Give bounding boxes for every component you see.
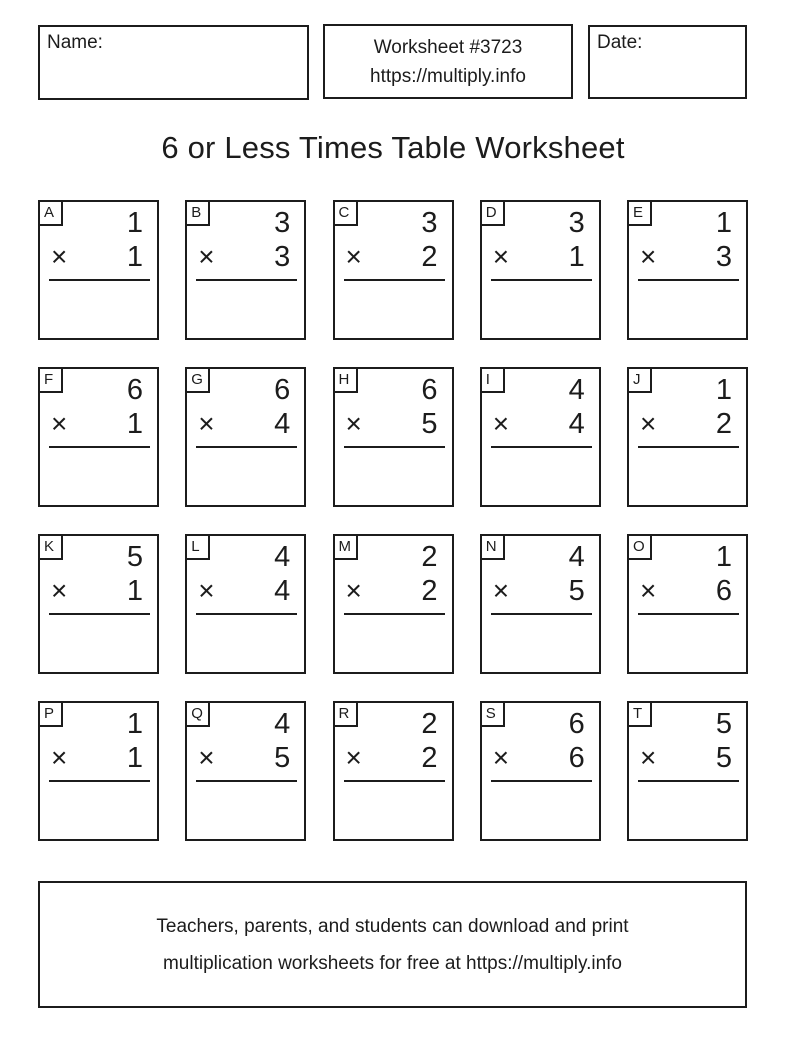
multiplier: 4	[274, 575, 291, 607]
multiplier: 5	[568, 575, 585, 607]
multiplier-row	[40, 574, 157, 608]
multiplier: 1	[126, 742, 143, 774]
problem-cell	[185, 701, 306, 841]
multiplier: 5	[421, 408, 438, 440]
answer-space[interactable]	[338, 618, 449, 669]
answer-space[interactable]	[43, 785, 154, 836]
problem-cell	[333, 701, 454, 841]
problem-cell	[627, 534, 748, 674]
worksheet-number: Worksheet #3723	[373, 36, 523, 58]
problem-cell	[627, 701, 748, 841]
problems-grid	[38, 200, 748, 841]
problem-letter: L	[191, 538, 200, 555]
multiplier-row	[40, 407, 157, 441]
answer-line	[196, 780, 297, 782]
multiplier: 2	[421, 742, 438, 774]
multiplicand: 4	[274, 708, 291, 740]
problem-cell	[38, 701, 159, 841]
problem-letter-badge	[40, 369, 63, 393]
multiplicand: 1	[715, 541, 732, 573]
multiply-icon: ×	[51, 742, 68, 773]
problem-letter-badge	[187, 369, 210, 393]
name-field-box[interactable]	[38, 25, 309, 100]
answer-line	[196, 446, 297, 448]
problem-cell	[627, 200, 748, 340]
multiplier: 2	[421, 241, 438, 273]
answer-line	[344, 446, 445, 448]
answer-space[interactable]	[43, 618, 154, 669]
problem-cell	[333, 200, 454, 340]
problem-letter-badge	[40, 202, 63, 226]
answer-line	[638, 279, 739, 281]
problem-letter-badge	[482, 369, 505, 393]
problem-letter: S	[485, 705, 496, 722]
problem-cell	[38, 367, 159, 507]
problem-letter: H	[338, 371, 350, 388]
answer-space[interactable]	[632, 618, 743, 669]
name-label: Name:	[47, 32, 103, 53]
multiply-icon: ×	[640, 241, 657, 272]
multiplicand: 1	[715, 374, 732, 406]
answer-space[interactable]	[43, 284, 154, 335]
multiplier: 6	[568, 742, 585, 774]
multiplier-row	[187, 407, 304, 441]
answer-space[interactable]	[632, 451, 743, 502]
multiplicand: 2	[421, 708, 438, 740]
multiply-icon: ×	[345, 742, 362, 773]
answer-space[interactable]	[338, 785, 449, 836]
multiplier: 4	[274, 408, 291, 440]
problem-letter: I	[485, 371, 490, 388]
answer-space[interactable]	[338, 284, 449, 335]
problem-letter: F	[44, 371, 54, 388]
answer-space[interactable]	[190, 451, 301, 502]
multiplier: 4	[568, 408, 585, 440]
multiplier-row	[629, 407, 746, 441]
answer-space[interactable]	[485, 451, 596, 502]
multiplicand: 6	[274, 374, 291, 406]
answer-space[interactable]	[190, 284, 301, 335]
answer-space[interactable]	[485, 785, 596, 836]
problem-letter-badge	[335, 369, 358, 393]
answer-line	[491, 613, 592, 615]
problem-letter-badge	[629, 536, 652, 560]
problem-letter: P	[44, 705, 55, 722]
problem-letter: E	[633, 204, 644, 221]
multiplier: 3	[274, 241, 291, 273]
answer-line	[49, 279, 150, 281]
answer-line	[344, 279, 445, 281]
answer-space[interactable]	[485, 618, 596, 669]
problem-letter: D	[485, 204, 497, 221]
problem-letter-badge	[335, 202, 358, 226]
answer-line	[344, 780, 445, 782]
multiplier: 6	[715, 575, 732, 607]
answer-line	[196, 279, 297, 281]
problem-letter: G	[191, 371, 203, 388]
problem-cell	[333, 367, 454, 507]
answer-line	[491, 446, 592, 448]
problem-letter-badge	[40, 703, 63, 727]
answer-space[interactable]	[632, 284, 743, 335]
problem-cell	[627, 367, 748, 507]
problem-letter: R	[338, 705, 350, 722]
multiplicand: 6	[568, 708, 585, 740]
multiplier: 3	[715, 241, 732, 273]
problem-cell	[38, 534, 159, 674]
problem-cell	[185, 534, 306, 674]
multiply-icon: ×	[640, 575, 657, 606]
problem-letter: A	[44, 204, 55, 221]
multiply-icon: ×	[492, 241, 510, 272]
multiply-icon: ×	[640, 408, 657, 439]
problem-cell	[185, 200, 306, 340]
multiply-icon: ×	[51, 408, 68, 439]
problem-letter-badge	[482, 536, 505, 560]
problem-cell	[185, 367, 306, 507]
multiplicand: 6	[126, 374, 143, 406]
multiplicand: 4	[568, 374, 585, 406]
multiplier-row	[482, 574, 599, 608]
multiply-icon: ×	[198, 241, 215, 272]
multiply-icon: ×	[640, 742, 657, 773]
multiply-icon: ×	[345, 408, 362, 439]
multiplicand: 4	[568, 541, 585, 573]
problem-letter: T	[633, 705, 643, 722]
problem-cell	[38, 200, 159, 340]
multiplier-row	[187, 240, 304, 274]
multiply-icon: ×	[198, 575, 215, 606]
answer-line	[344, 613, 445, 615]
answer-line	[49, 780, 150, 782]
footer-line-1: Teachers, parents, and students can download and print	[156, 915, 629, 937]
multiplier-row	[40, 240, 157, 274]
multiplicand: 6	[421, 374, 438, 406]
problem-cell	[480, 534, 601, 674]
multiplier-row	[40, 741, 157, 775]
multiplier: 1	[126, 241, 143, 273]
multiplicand: 5	[126, 541, 143, 573]
problem-letter: M	[338, 538, 351, 555]
multiply-icon: ×	[492, 408, 510, 439]
answer-line	[491, 780, 592, 782]
multiplicand: 1	[126, 708, 143, 740]
problem-cell	[480, 367, 601, 507]
multiplier-row	[335, 407, 452, 441]
multiplier: 2	[421, 575, 438, 607]
problem-cell	[480, 200, 601, 340]
multiplicand: 2	[421, 541, 438, 573]
multiplier-row	[187, 741, 304, 775]
answer-line	[49, 446, 150, 448]
multiply-icon: ×	[51, 241, 68, 272]
problem-letter: Q	[191, 705, 203, 722]
multiply-icon: ×	[198, 742, 215, 773]
multiplier-row	[335, 741, 452, 775]
worksheet-info-box	[323, 24, 573, 99]
answer-space[interactable]	[632, 785, 743, 836]
page-title: 6 or Less Times Table Worksheet	[161, 130, 625, 165]
answer-line	[196, 613, 297, 615]
multiplier-row	[629, 240, 746, 274]
worksheet-url: https://multiply.info	[370, 65, 526, 87]
problem-letter-badge	[629, 703, 652, 727]
problem-letter-badge	[335, 703, 358, 727]
multiply-icon: ×	[345, 241, 362, 272]
multiply-icon: ×	[51, 575, 68, 606]
multiplier: 1	[126, 408, 143, 440]
answer-line	[49, 613, 150, 615]
answer-line	[638, 780, 739, 782]
multiplier: 1	[568, 241, 585, 273]
footer-note-box	[38, 881, 747, 1008]
answer-space[interactable]	[338, 451, 449, 502]
multiplier-row	[482, 240, 599, 274]
multiplicand: 3	[421, 207, 438, 239]
answer-space[interactable]	[43, 451, 154, 502]
multiply-icon: ×	[492, 575, 510, 606]
footer-line-2: multiplication worksheets for free at https://multiply.info	[162, 952, 622, 974]
answer-space[interactable]	[190, 618, 301, 669]
problem-letter-badge	[335, 536, 358, 560]
problem-letter: J	[633, 371, 641, 388]
date-field-box[interactable]	[588, 25, 747, 99]
multiplier-row	[629, 741, 746, 775]
problem-letter-badge	[482, 703, 505, 727]
problem-letter: N	[485, 538, 497, 555]
problem-letter: O	[633, 538, 645, 555]
multiplier-row	[335, 240, 452, 274]
problem-letter-badge	[187, 536, 210, 560]
multiplier-row	[335, 574, 452, 608]
multiplier: 5	[715, 742, 732, 774]
problem-cell	[333, 534, 454, 674]
problem-letter: K	[44, 538, 55, 555]
multiplier-row	[187, 574, 304, 608]
problem-letter-badge	[629, 369, 652, 393]
answer-line	[638, 446, 739, 448]
multiplicand: 4	[274, 541, 291, 573]
answer-line	[491, 279, 592, 281]
date-label: Date:	[597, 32, 643, 53]
multiply-icon: ×	[492, 742, 510, 773]
multiplier-row	[482, 741, 599, 775]
multiplicand: 3	[274, 207, 291, 239]
multiplier-row	[482, 407, 599, 441]
answer-space[interactable]	[485, 284, 596, 335]
multiplicand: 1	[126, 207, 143, 239]
answer-line	[638, 613, 739, 615]
multiplier-row	[629, 574, 746, 608]
multiply-icon: ×	[198, 408, 215, 439]
multiplicand: 1	[715, 207, 732, 239]
problem-letter: C	[338, 204, 350, 221]
multiplier: 1	[126, 575, 143, 607]
problem-letter-badge	[482, 202, 505, 226]
problem-letter: B	[191, 204, 202, 221]
multiply-icon: ×	[345, 575, 362, 606]
problem-letter-badge	[629, 202, 652, 226]
multiplier: 5	[274, 742, 291, 774]
problem-letter-badge	[187, 202, 210, 226]
problem-letter-badge	[187, 703, 210, 727]
multiplicand: 3	[568, 207, 585, 239]
problem-cell	[480, 701, 601, 841]
multiplier: 2	[715, 408, 732, 440]
problem-letter-badge	[40, 536, 63, 560]
answer-space[interactable]	[190, 785, 301, 836]
multiplicand: 5	[715, 708, 732, 740]
